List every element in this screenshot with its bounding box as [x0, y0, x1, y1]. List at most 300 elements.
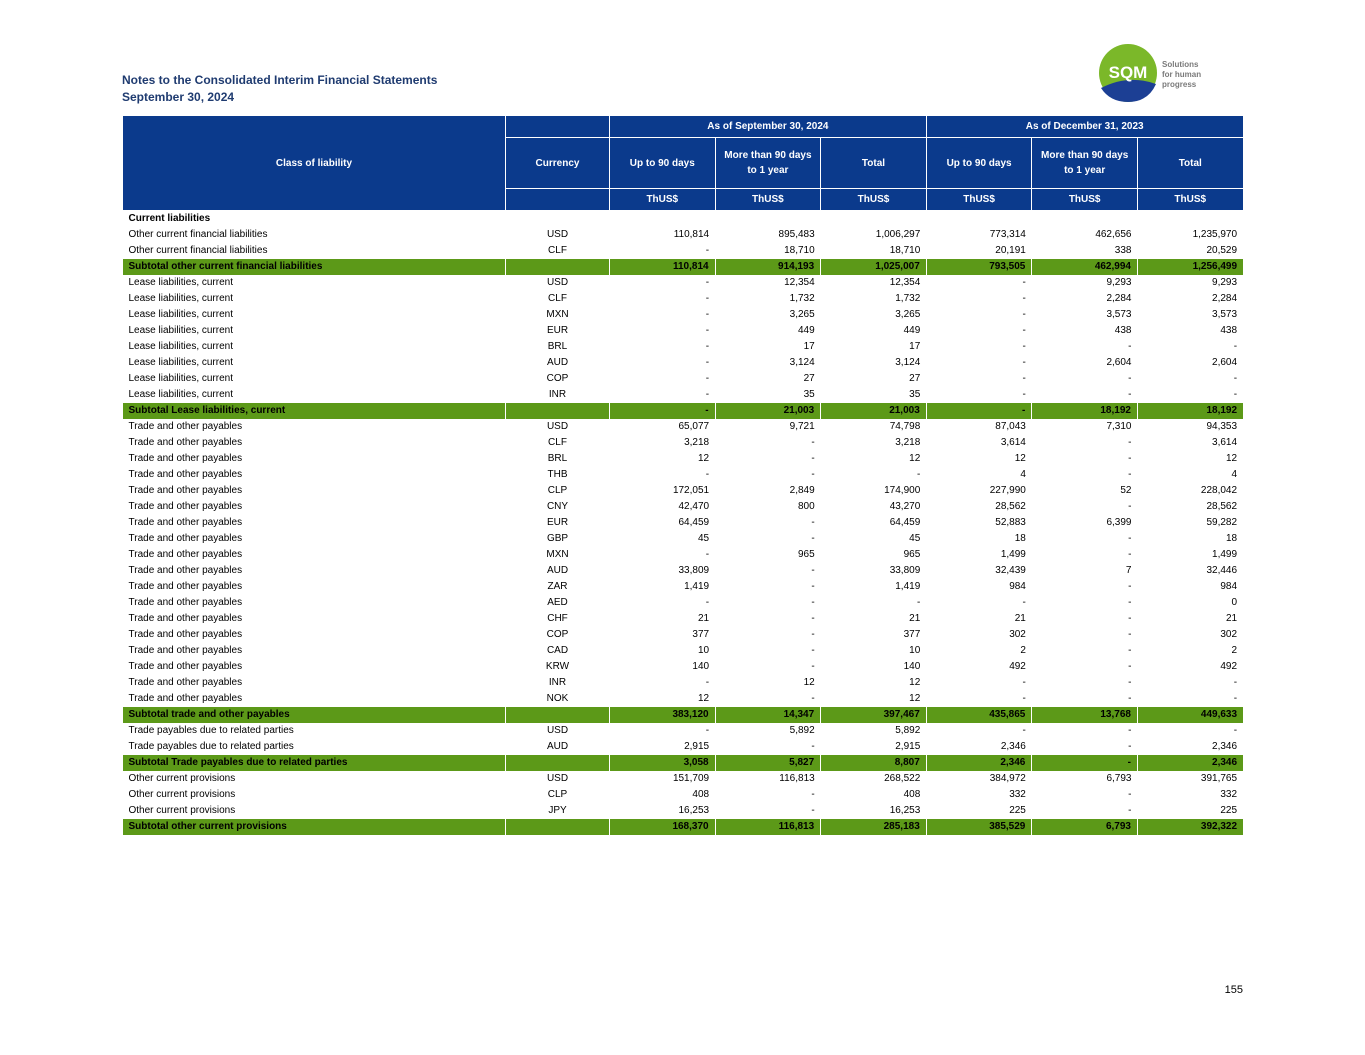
cell-more90-dec2023: 7,310	[1106, 421, 1132, 432]
cell-total-sep2024: -	[916, 469, 921, 480]
cell-total-sep2024: 33,809	[889, 565, 921, 576]
table-row	[123, 355, 1244, 371]
cell-more90-sep2024: 116,813	[779, 773, 815, 784]
cell-more90-sep2024: 21,003	[715, 403, 821, 419]
cell-total-sep2024: 45	[909, 533, 921, 544]
row-label: Trade and other payables	[128, 661, 243, 672]
cell-up90-sep2024: -	[705, 293, 710, 304]
table-row	[123, 803, 1244, 819]
cell-more90-sep2024: 3,124	[789, 357, 815, 368]
table-row	[123, 595, 1244, 611]
cell-up90-dec2023: 302	[1009, 629, 1026, 640]
cell-more90-sep2024: -	[811, 533, 815, 544]
unit-header: ThUS$	[1032, 189, 1138, 211]
section-row	[123, 211, 1244, 228]
cell-more90-dec2023: -	[1128, 741, 1132, 752]
logo-tagline-line1: Solutions	[1162, 60, 1199, 69]
cell-up90-dec2023: -	[1022, 389, 1026, 400]
row-currency: AUD	[546, 565, 569, 576]
table-row	[123, 307, 1244, 323]
row-label: Trade payables due to related parties	[128, 725, 294, 736]
cell-more90-dec2023: -	[1128, 533, 1132, 544]
cell-more90-dec2023: -	[1128, 805, 1132, 816]
row-currency: USD	[546, 725, 569, 736]
period-header-dec2023: As of December 31, 2023	[926, 116, 1243, 138]
cell-more90-dec2023: -	[1128, 613, 1132, 624]
row-currency: EUR	[546, 517, 569, 528]
table-row	[123, 787, 1244, 803]
cell-more90-dec2023: -	[1128, 789, 1132, 800]
row-label: Trade and other payables	[128, 581, 243, 592]
cell-total-dec2023: 4	[1231, 469, 1238, 480]
subtotal-row	[123, 259, 1244, 275]
row-currency: USD	[546, 229, 569, 240]
cell-total-sep2024: 3,265	[895, 309, 921, 320]
cell-more90-dec2023: -	[1128, 469, 1132, 480]
cell-more90-dec2023: 438	[1114, 325, 1132, 336]
row-currency	[506, 403, 610, 419]
cell-total-sep2024: 21	[909, 613, 921, 624]
row-label: Other current financial liabilities	[128, 245, 268, 256]
row-currency: CLP	[547, 485, 568, 496]
cell-total-sep2024: 12	[909, 693, 921, 704]
cell-more90-dec2023: -	[1128, 501, 1132, 512]
subtotal-row	[123, 819, 1244, 835]
table-row	[123, 387, 1244, 403]
cell-more90-dec2023: -	[1128, 437, 1132, 448]
cell-total-dec2023: 228,042	[1200, 485, 1238, 496]
cell-total-sep2024: 377	[903, 629, 921, 640]
cell-more90-dec2023: -	[1128, 629, 1132, 640]
cell-more90-sep2024: -	[811, 789, 815, 800]
logo-tagline	[1162, 60, 1201, 90]
row-currency: NOK	[546, 693, 569, 704]
unit-header: ThUS$	[926, 189, 1032, 211]
cell-total-dec2023: -	[1233, 389, 1238, 400]
row-label: Trade and other payables	[128, 677, 243, 688]
cell-up90-sep2024: -	[705, 373, 710, 384]
row-currency: CNY	[546, 501, 569, 512]
table-row	[123, 291, 1244, 307]
row-currency: CLP	[547, 789, 568, 800]
row-label: Lease liabilities, current	[128, 309, 233, 320]
cell-total-sep2024: 3,218	[895, 437, 921, 448]
row-currency: CLF	[548, 437, 567, 448]
table-row	[123, 483, 1244, 499]
header-title: Notes to the Consolidated Interim Financial Statements	[122, 73, 438, 87]
cell-total-sep2024: 8,807	[821, 755, 927, 771]
cell-total-sep2024: 408	[903, 789, 921, 800]
cell-up90-sep2024: -	[705, 277, 710, 288]
document-header	[122, 72, 437, 106]
cell-up90-sep2024: 110,814	[610, 259, 716, 275]
row-currency	[506, 259, 610, 275]
row-label: Subtotal Trade payables due to related parties	[123, 755, 506, 771]
cell-up90-dec2023: 225	[1009, 805, 1026, 816]
table-row	[123, 323, 1244, 339]
cell-up90-dec2023: -	[1022, 341, 1026, 352]
cell-more90-dec2023: -	[1128, 581, 1132, 592]
cell-up90-sep2024: 12	[697, 693, 710, 704]
table-row	[123, 611, 1244, 627]
cell-up90-sep2024: 33,809	[678, 565, 710, 576]
cell-more90-sep2024: 116,813	[715, 819, 821, 835]
table-row	[123, 643, 1244, 659]
row-currency: USD	[546, 277, 569, 288]
cell-up90-dec2023: 492	[1009, 661, 1026, 672]
row-currency	[506, 819, 610, 835]
unit-header: ThUS$	[715, 189, 821, 211]
subtotal-row	[123, 755, 1244, 771]
cell-up90-dec2023: 20,191	[995, 245, 1026, 256]
cell-total-dec2023: -	[1233, 693, 1238, 704]
cell-total-sep2024: 449	[903, 325, 921, 336]
cell-total-dec2023: 0	[1231, 597, 1238, 608]
row-label: Subtotal Lease liabilities, current	[123, 403, 506, 419]
cell-total-dec2023: 492	[1220, 661, 1238, 672]
cell-more90-dec2023: -	[1128, 341, 1132, 352]
subtotal-row	[123, 403, 1244, 419]
table-row	[123, 515, 1244, 531]
table-row	[123, 675, 1244, 691]
cell-more90-dec2023: 462,656	[1095, 229, 1132, 240]
row-currency: CLF	[548, 245, 567, 256]
cell-up90-sep2024: -	[705, 597, 710, 608]
cell-total-dec2023: 3,614	[1212, 437, 1238, 448]
cell-up90-sep2024: 45	[697, 533, 710, 544]
cell-total-sep2024: 397,467	[821, 707, 927, 723]
row-label: Trade and other payables	[128, 501, 243, 512]
cell-up90-sep2024: -	[705, 341, 710, 352]
col-header-more90-p1: More than 90 days to 1 year	[715, 138, 821, 189]
cell-up90-dec2023: 332	[1009, 789, 1026, 800]
cell-up90-sep2024: 65,077	[678, 421, 710, 432]
cell-up90-dec2023: -	[1022, 277, 1026, 288]
unit-header: ThUS$	[821, 189, 927, 211]
unit-header: ThUS$	[1137, 189, 1243, 211]
cell-total-dec2023: 18,192	[1137, 403, 1243, 419]
row-currency	[506, 707, 610, 723]
table-row	[123, 547, 1244, 563]
cell-up90-sep2024: 42,470	[678, 501, 710, 512]
cell-more90-dec2023: -	[1128, 597, 1132, 608]
row-currency: USD	[546, 421, 569, 432]
cell-more90-sep2024: -	[811, 693, 815, 704]
cell-more90-sep2024: -	[811, 453, 815, 464]
row-currency: THB	[547, 469, 568, 480]
row-label: Lease liabilities, current	[128, 325, 233, 336]
table-row	[123, 627, 1244, 643]
cell-up90-dec2023: 1,499	[1000, 549, 1026, 560]
cell-total-dec2023: 32,446	[1206, 565, 1238, 576]
cell-up90-dec2023: 18	[1014, 533, 1026, 544]
cell-more90-sep2024: 5,892	[789, 725, 815, 736]
cell-up90-dec2023: 12	[1014, 453, 1026, 464]
cell-total-sep2024: 17	[909, 341, 921, 352]
cell-total-dec2023: 2	[1231, 645, 1238, 656]
cell-more90-dec2023: 338	[1114, 245, 1132, 256]
cell-more90-sep2024: 895,483	[778, 229, 815, 240]
cell-total-sep2024: 140	[903, 661, 921, 672]
row-label: Trade and other payables	[128, 629, 243, 640]
row-currency: AED	[547, 597, 568, 608]
cell-total-sep2024: 27	[909, 373, 921, 384]
cell-more90-dec2023: -	[1128, 725, 1132, 736]
row-label: Trade and other payables	[128, 453, 243, 464]
cell-more90-sep2024: 1,732	[789, 293, 815, 304]
row-currency: ZAR	[547, 581, 568, 592]
cell-up90-sep2024: 2,915	[684, 741, 710, 752]
sqm-logo	[1098, 44, 1218, 106]
table-row	[123, 563, 1244, 579]
cell-up90-dec2023: 435,865	[926, 707, 1032, 723]
cell-up90-dec2023: 28,562	[995, 501, 1026, 512]
row-currency: JPY	[548, 805, 567, 816]
cell-up90-dec2023: 384,972	[989, 773, 1026, 784]
col-header-total-p2: Total	[1137, 138, 1243, 189]
cell-total-dec2023: 1,235,970	[1192, 229, 1238, 240]
cell-more90-dec2023: 6,793	[1032, 819, 1138, 835]
cell-up90-dec2023: 793,505	[926, 259, 1032, 275]
cell-up90-sep2024: 168,370	[610, 819, 716, 835]
cell-total-sep2024: 12	[909, 677, 921, 688]
col-header-currency-top	[506, 116, 610, 138]
cell-total-sep2024: 12	[909, 453, 921, 464]
row-label: Trade and other payables	[128, 613, 243, 624]
row-currency: INR	[548, 677, 567, 688]
row-label: Trade and other payables	[128, 485, 243, 496]
cell-total-sep2024: 21,003	[821, 403, 927, 419]
cell-total-dec2023: 2,346	[1137, 755, 1243, 771]
cell-more90-dec2023: 3,573	[1106, 309, 1132, 320]
cell-total-sep2024: 285,183	[821, 819, 927, 835]
cell-total-dec2023: 225	[1220, 805, 1238, 816]
cell-more90-sep2024: -	[811, 805, 815, 816]
cell-up90-dec2023: -	[1022, 373, 1026, 384]
row-label: Trade and other payables	[128, 469, 243, 480]
row-currency: AUD	[546, 357, 569, 368]
cell-total-sep2024: 3,124	[895, 357, 921, 368]
cell-more90-sep2024: -	[811, 741, 815, 752]
subtotal-row	[123, 707, 1244, 723]
cell-up90-dec2023: -	[1022, 309, 1026, 320]
row-label: Trade and other payables	[128, 421, 243, 432]
table-row	[123, 723, 1244, 739]
cell-total-dec2023: 1,256,499	[1137, 259, 1243, 275]
cell-up90-dec2023: 385,529	[926, 819, 1032, 835]
cell-up90-dec2023: 227,990	[989, 485, 1026, 496]
cell-more90-sep2024: -	[811, 469, 815, 480]
cell-more90-sep2024: -	[811, 613, 815, 624]
row-label: Trade and other payables	[128, 549, 243, 560]
row-label: Lease liabilities, current	[128, 373, 233, 384]
cell-up90-sep2024: 172,051	[672, 485, 710, 496]
period-header-sep2024: As of September 30, 2024	[610, 116, 927, 138]
cell-more90-sep2024: -	[811, 517, 815, 528]
cell-more90-sep2024: 5,827	[715, 755, 821, 771]
row-currency: CHF	[547, 613, 568, 624]
cell-total-sep2024: 1,732	[895, 293, 921, 304]
cell-total-sep2024: 268,522	[884, 773, 921, 784]
cell-total-dec2023: 2,604	[1212, 357, 1238, 368]
row-label: Lease liabilities, current	[128, 293, 233, 304]
cell-more90-dec2023: 6,399	[1106, 517, 1132, 528]
table-body	[123, 211, 1244, 836]
cell-up90-sep2024: 64,459	[678, 517, 710, 528]
cell-up90-sep2024: -	[705, 389, 710, 400]
table-row	[123, 771, 1244, 787]
cell-total-sep2024: 2,915	[895, 741, 921, 752]
table-row	[123, 227, 1244, 243]
cell-up90-dec2023: 32,439	[995, 565, 1026, 576]
cell-total-sep2024: 16,253	[889, 805, 921, 816]
liabilities-table	[122, 115, 1244, 835]
cell-more90-sep2024: 12	[803, 677, 815, 688]
row-label: Trade and other payables	[128, 645, 243, 656]
cell-total-dec2023: 391,765	[1200, 773, 1238, 784]
cell-more90-sep2024: 914,193	[715, 259, 821, 275]
row-label: Subtotal trade and other payables	[123, 707, 506, 723]
cell-up90-dec2023: -	[1022, 677, 1026, 688]
cell-total-dec2023: -	[1233, 373, 1238, 384]
row-label: Subtotal other current financial liabilities	[123, 259, 506, 275]
row-currency: EUR	[546, 325, 569, 336]
cell-more90-dec2023: 2,604	[1106, 357, 1132, 368]
cell-total-dec2023: 449,633	[1137, 707, 1243, 723]
row-label: Trade and other payables	[128, 533, 243, 544]
cell-more90-dec2023: -	[1128, 677, 1132, 688]
unit-header: ThUS$	[610, 189, 716, 211]
cell-total-dec2023: 438	[1220, 325, 1238, 336]
cell-up90-dec2023: 2	[1020, 645, 1026, 656]
cell-up90-sep2024: -	[610, 403, 716, 419]
row-currency: COP	[546, 629, 569, 640]
cell-up90-sep2024: 21	[697, 613, 710, 624]
cell-more90-dec2023: 6,793	[1106, 773, 1132, 784]
cell-more90-sep2024: 14,347	[715, 707, 821, 723]
cell-total-sep2024: 1,419	[895, 581, 921, 592]
row-label: Other current provisions	[128, 789, 236, 800]
cell-total-sep2024: 12,354	[889, 277, 921, 288]
cell-more90-sep2024: 9,721	[789, 421, 815, 432]
row-currency: CAD	[546, 645, 569, 656]
cell-total-sep2024: 35	[909, 389, 921, 400]
cell-more90-dec2023: 13,768	[1032, 707, 1138, 723]
cell-total-sep2024: 64,459	[889, 517, 921, 528]
row-label: Lease liabilities, current	[128, 357, 233, 368]
cell-total-dec2023: 12	[1225, 453, 1238, 464]
row-currency: GBP	[546, 533, 569, 544]
cell-more90-dec2023: 18,192	[1032, 403, 1138, 419]
table-row	[123, 435, 1244, 451]
col-header-currency: Currency	[506, 138, 610, 189]
table-row	[123, 579, 1244, 595]
row-currency	[506, 755, 610, 771]
row-label: Trade and other payables	[128, 693, 243, 704]
cell-up90-sep2024: 1,419	[684, 581, 710, 592]
cell-more90-dec2023: 52	[1120, 485, 1132, 496]
row-currency: BRL	[547, 453, 568, 464]
cell-more90-sep2024: 965	[798, 549, 815, 560]
cell-total-dec2023: 18	[1225, 533, 1238, 544]
cell-more90-dec2023: -	[1128, 645, 1132, 656]
logo-tagline-line3: progress	[1162, 80, 1197, 89]
row-label: Trade and other payables	[128, 597, 243, 608]
cell-more90-sep2024: -	[811, 645, 815, 656]
cell-more90-dec2023: 9,293	[1106, 277, 1132, 288]
cell-more90-dec2023: -	[1128, 661, 1132, 672]
cell-more90-sep2024: -	[811, 661, 815, 672]
row-label: Other current provisions	[128, 773, 236, 784]
cell-more90-dec2023: -	[1128, 373, 1132, 384]
cell-up90-sep2024: 16,253	[678, 805, 710, 816]
table-row	[123, 243, 1244, 259]
row-label: Trade and other payables	[128, 437, 243, 448]
cell-more90-sep2024: 2,849	[789, 485, 815, 496]
cell-more90-dec2023: 462,994	[1032, 259, 1138, 275]
col-header-up90-p1: Up to 90 days	[610, 138, 716, 189]
cell-total-sep2024: 965	[903, 549, 921, 560]
cell-up90-sep2024: -	[705, 325, 710, 336]
row-label: Trade and other payables	[128, 565, 243, 576]
cell-up90-sep2024: 140	[692, 661, 710, 672]
row-label: Subtotal other current provisions	[123, 819, 506, 835]
cell-up90-sep2024: 3,058	[610, 755, 716, 771]
cell-up90-dec2023: -	[1022, 693, 1026, 704]
row-label: Other current provisions	[128, 805, 236, 816]
page-number: 155	[1224, 984, 1243, 996]
cell-more90-sep2024: 27	[803, 373, 815, 384]
cell-up90-dec2023: -	[1022, 725, 1026, 736]
cell-total-dec2023: 94,353	[1206, 421, 1238, 432]
cell-up90-dec2023: -	[1022, 357, 1026, 368]
cell-total-sep2024: 174,900	[884, 485, 921, 496]
cell-total-dec2023: -	[1233, 677, 1238, 688]
table-row	[123, 339, 1244, 355]
row-currency: AUD	[546, 741, 569, 752]
cell-more90-sep2024: -	[811, 581, 815, 592]
cell-more90-sep2024: 12,354	[784, 277, 815, 288]
cell-up90-sep2024: -	[705, 549, 710, 560]
cell-total-dec2023: 2,346	[1212, 741, 1238, 752]
cell-up90-sep2024: 12	[697, 453, 710, 464]
cell-up90-dec2023: 87,043	[995, 421, 1026, 432]
cell-total-sep2024: 43,270	[889, 501, 921, 512]
cell-up90-dec2023: -	[1022, 325, 1026, 336]
row-currency: USD	[546, 773, 569, 784]
cell-total-dec2023: 1,499	[1212, 549, 1238, 560]
col-header-class: Class of liability	[123, 116, 506, 211]
cell-up90-sep2024: 110,814	[673, 229, 710, 240]
cell-total-dec2023: 59,282	[1206, 517, 1238, 528]
cell-total-dec2023: 21	[1225, 613, 1238, 624]
table-row	[123, 451, 1244, 467]
cell-total-sep2024: -	[916, 597, 921, 608]
logo-brand-text: SQM	[1108, 63, 1148, 82]
cell-total-sep2024: 1,006,297	[875, 229, 921, 240]
row-label: Trade and other payables	[128, 517, 243, 528]
cell-more90-sep2024: -	[811, 437, 815, 448]
cell-up90-dec2023: 4	[1020, 469, 1026, 480]
table-row	[123, 275, 1244, 291]
cell-total-dec2023: 302	[1220, 629, 1238, 640]
row-currency: KRW	[545, 661, 570, 672]
header-date: September 30, 2024	[122, 90, 235, 104]
cell-up90-sep2024: 383,120	[610, 707, 716, 723]
table-row	[123, 499, 1244, 515]
cell-more90-dec2023: -	[1128, 453, 1132, 464]
cell-up90-sep2024: 151,709	[672, 773, 710, 784]
